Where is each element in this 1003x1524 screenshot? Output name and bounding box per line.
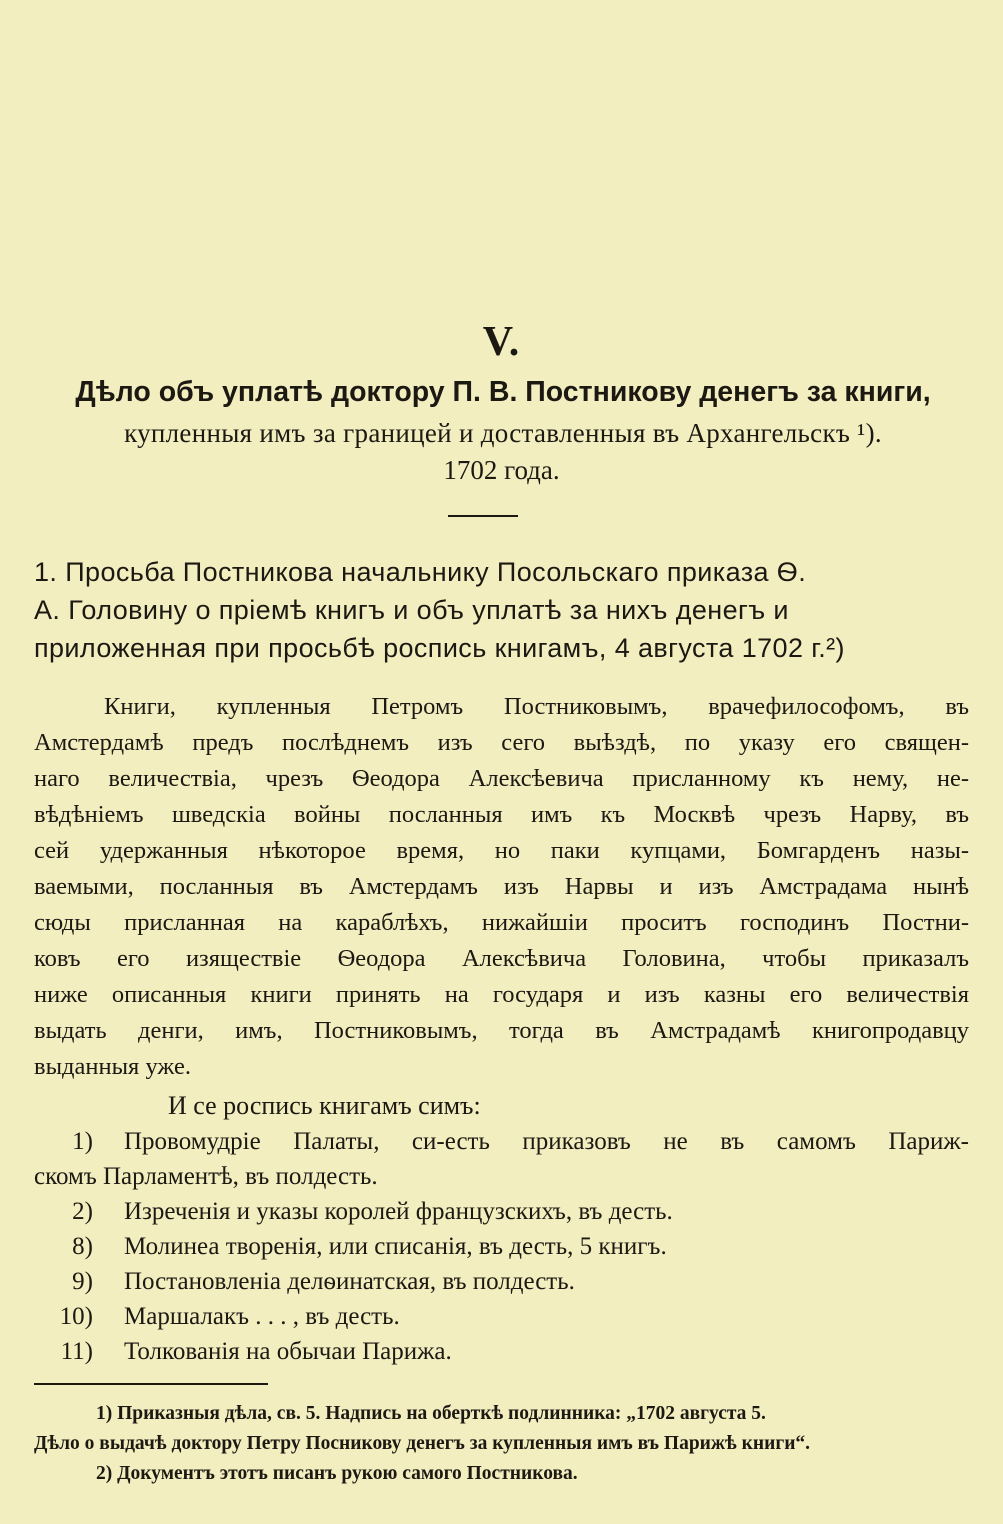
chapter-number: V.	[482, 319, 521, 365]
list-item-text: Молинеа творенія, или списанія, въ десть, 5 книгъ.	[124, 1233, 667, 1260]
body-text-line: ниже описанныя книги принять на государя и изъ казны его величествія	[34, 981, 969, 1008]
body-text-line: наго величествіа, чрезъ Ѳеодора Алексѣевича присланному къ нему, не-	[34, 765, 969, 792]
section-heading-line: 1. Просьба Постникова начальнику Посольскаго приказа Ѳ.	[34, 557, 807, 587]
list-intro: И се роспись книгамъ симъ:	[168, 1091, 481, 1120]
section-heading-line: А. Головину о пріемѣ книгъ и объ уплатѣ за нихъ денегъ и	[34, 595, 789, 625]
body-text-line: сюды присланная на караблѣхъ, нижайшіи проситъ господинъ Постни-	[34, 909, 969, 936]
body-text-line: выдать денги, имъ, Постниковымъ, тогда въ Амстрадамѣ книгопродавцу	[34, 1017, 969, 1044]
list-item-number: 10)	[59, 1303, 93, 1330]
list-item-continuation: скомъ Парламентѣ, въ полдесть.	[34, 1163, 378, 1190]
footnote-line: 1) Приказныя дѣла, св. 5. Надпись на оберткѣ подлинника: „1702 августа 5.	[96, 1403, 766, 1424]
list-item-number: 2)	[72, 1198, 93, 1225]
list-item-text: Провомудріе Палаты, си-есть приказовъ не въ самомъ Париж-	[124, 1128, 969, 1155]
list-item-text: Изреченія и указы королей французскихъ, въ десть.	[124, 1198, 673, 1225]
list-item-text: Толкованія на обычаи Парижа.	[124, 1338, 452, 1365]
footnote-line: Дѣло о выдачѣ доктору Петру Посникову денегъ за купленныя имъ въ Парижѣ книги“.	[34, 1433, 811, 1454]
body-text-line: Книги, купленныя Петромъ Постниковымъ, врачефилософомъ, въ	[104, 693, 969, 720]
list-item-text: Постановленіа делѳинатская, въ полдесть.	[124, 1268, 575, 1295]
body-text-line: ваемыми, посланныя въ Амстердамъ изъ Нарвы и изъ Амстрадама нынѣ	[34, 873, 969, 900]
body-text-line: сей удержанныя нѣкоторое время, но паки купцами, Бомгарденъ назы-	[34, 837, 969, 864]
chapter-year: 1702 года.	[443, 455, 560, 485]
footnote-line: 2) Документъ этотъ писанъ рукою самого Постникова.	[96, 1463, 578, 1484]
chapter-subtitle: купленныя имъ за границей и доставленныя въ Архангельскъ ¹).	[124, 418, 882, 448]
title-divider	[448, 515, 518, 517]
body-text-line: выданныя уже.	[34, 1053, 191, 1080]
list-item-text: Маршалакъ . . . , въ десть.	[124, 1303, 400, 1330]
list-item-number: 8)	[72, 1233, 93, 1260]
list-item-number: 11)	[60, 1338, 93, 1365]
chapter-title: Дѣло объ уплатѣ доктору П. В. Постникову денегъ за книги,	[75, 376, 931, 408]
body-text-line: ковъ его изяществіе Ѳеодора Алексѣвича Головина, чтобы приказалъ	[34, 945, 969, 972]
section-heading-line: приложенная при просьбѣ роспись книгамъ, 4 августа 1702 г.²)	[34, 633, 845, 663]
body-text-line: вѣдѣніемъ шведскіа войны посланныя имъ къ Москвѣ чрезъ Нарву, въ	[34, 801, 969, 828]
body-text-line: Амстердамѣ предъ послѣднемъ изъ сего выѣздѣ, по указу его священ-	[34, 729, 969, 756]
list-item-number: 1)	[72, 1128, 93, 1155]
list-item-number: 9)	[72, 1268, 93, 1295]
footnote-divider	[34, 1383, 268, 1385]
